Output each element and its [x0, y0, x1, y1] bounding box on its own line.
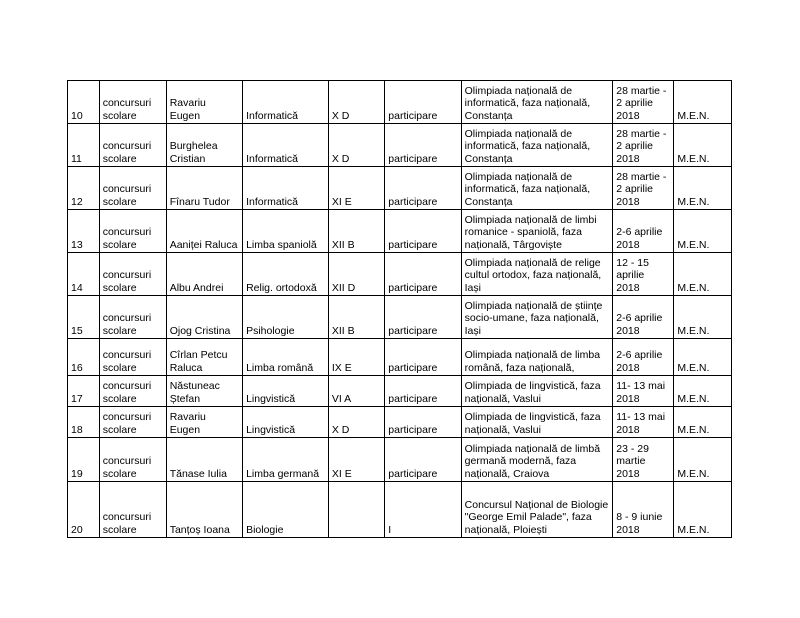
table-row [68, 407, 732, 438]
table-row [68, 376, 732, 407]
activity-type-cell: concursuri scolare [99, 339, 166, 376]
activity-type-cell: concursuri scolare [99, 124, 166, 167]
date-cell: 11- 13 mai 2018 [613, 376, 674, 407]
student-name-cell: Tănase Iulia [166, 438, 242, 482]
results-table-body [68, 81, 732, 538]
contest-cell: Olimpiada națională de informatică, faza națională, Constanța [461, 124, 613, 167]
table-row [68, 438, 732, 482]
class-cell: X D [328, 124, 384, 167]
table-row [68, 339, 732, 376]
class-cell: X D [328, 81, 384, 124]
student-name-cell: Aaniței Raluca [166, 210, 242, 253]
subject-cell: Lingvistică [243, 407, 329, 438]
organizer-cell: M.E.N. [674, 376, 732, 407]
organizer-cell: M.E.N. [674, 339, 732, 376]
organizer-cell: M.E.N. [674, 438, 732, 482]
student-name-cell: Ravariu Eugen [166, 81, 242, 124]
row-number-cell: 11 [68, 124, 100, 167]
student-name-cell: Ravariu Eugen [166, 407, 242, 438]
subject-cell: Biologie [243, 482, 329, 538]
student-name-cell: Albu Andrei [166, 253, 242, 296]
class-cell: XI E [328, 167, 384, 210]
activity-type-cell: concursuri scolare [99, 296, 166, 339]
row-number-cell: 13 [68, 210, 100, 253]
subject-cell: Relig. ortodoxă [243, 253, 329, 296]
student-name-cell: Burghelea Cristian [166, 124, 242, 167]
class-cell: IX E [328, 339, 384, 376]
organizer-cell: M.E.N. [674, 210, 732, 253]
table-row [68, 253, 732, 296]
organizer-cell: M.E.N. [674, 124, 732, 167]
result-cell: participare [385, 438, 461, 482]
date-cell: 2-6 aprilie 2018 [613, 210, 674, 253]
class-cell: XII D [328, 253, 384, 296]
row-number-cell: 15 [68, 296, 100, 339]
date-cell: 28 martie - 2 aprilie 2018 [613, 124, 674, 167]
result-cell: participare [385, 339, 461, 376]
activity-type-cell: concursuri scolare [99, 482, 166, 538]
subject-cell: Limba germană [243, 438, 329, 482]
table-row [68, 296, 732, 339]
subject-cell: Informatică [243, 124, 329, 167]
date-cell: 12 - 15 aprilie 2018 [613, 253, 674, 296]
results-table [67, 80, 732, 538]
date-cell: 2-6 aprilie 2018 [613, 339, 674, 376]
activity-type-cell: concursuri scolare [99, 253, 166, 296]
contest-cell: Concursul Național de Biologie "George Emil Palade", faza națională, Ploiești [461, 482, 613, 538]
organizer-cell: M.E.N. [674, 407, 732, 438]
organizer-cell: M.E.N. [674, 296, 732, 339]
date-cell: 23 - 29 martie 2018 [613, 438, 674, 482]
table-row [68, 482, 732, 538]
subject-cell: Informatică [243, 167, 329, 210]
student-name-cell: Fînaru Tudor [166, 167, 242, 210]
date-cell: 8 - 9 iunie 2018 [613, 482, 674, 538]
row-number-cell: 14 [68, 253, 100, 296]
result-cell: participare [385, 124, 461, 167]
class-cell: XII B [328, 296, 384, 339]
contest-cell: Olimpiada națională de informatică, faza națională, Constanța [461, 167, 613, 210]
result-cell: participare [385, 296, 461, 339]
result-cell: participare [385, 407, 461, 438]
class-cell: XII B [328, 210, 384, 253]
date-cell: 11- 13 mai 2018 [613, 407, 674, 438]
row-number-cell: 17 [68, 376, 100, 407]
activity-type-cell: concursuri scolare [99, 376, 166, 407]
row-number-cell: 10 [68, 81, 100, 124]
date-cell: 28 martie - 2 aprilie 2018 [613, 81, 674, 124]
date-cell: 28 martie - 2 aprilie 2018 [613, 167, 674, 210]
subject-cell: Informatică [243, 81, 329, 124]
table-row [68, 167, 732, 210]
activity-type-cell: concursuri scolare [99, 438, 166, 482]
row-number-cell: 20 [68, 482, 100, 538]
activity-type-cell: concursuri scolare [99, 167, 166, 210]
student-name-cell: Tanțoș Ioana [166, 482, 242, 538]
result-cell: participare [385, 253, 461, 296]
contest-cell: Olimpiada națională de limbi romanice - spaniolă, faza națională, Târgoviște [461, 210, 613, 253]
table-row [68, 124, 732, 167]
result-cell: participare [385, 81, 461, 124]
activity-type-cell: concursuri scolare [99, 81, 166, 124]
subject-cell: Lingvistică [243, 376, 329, 407]
class-cell [328, 482, 384, 538]
student-name-cell: Ojog Cristina [166, 296, 242, 339]
contest-cell: Olimpiada națională de științe socio-umane, faza națională, Iași [461, 296, 613, 339]
row-number-cell: 12 [68, 167, 100, 210]
activity-type-cell: concursuri scolare [99, 210, 166, 253]
row-number-cell: 18 [68, 407, 100, 438]
contest-cell: Olimpiada de lingvistică, faza națională, Vaslui [461, 376, 613, 407]
contest-cell: Olimpiada națională de limbă germană modernă, faza națională, Craiova [461, 438, 613, 482]
student-name-cell: Năstuneac Ștefan [166, 376, 242, 407]
result-cell: participare [385, 376, 461, 407]
table-row [68, 81, 732, 124]
class-cell: XI E [328, 438, 384, 482]
class-cell: VI A [328, 376, 384, 407]
subject-cell: Psihologie [243, 296, 329, 339]
organizer-cell: M.E.N. [674, 253, 732, 296]
student-name-cell: Cîrlan Petcu Raluca [166, 339, 242, 376]
contest-cell: Olimpiada de lingvistică, faza națională, Vaslui [461, 407, 613, 438]
result-cell: I [385, 482, 461, 538]
contest-cell: Olimpiada națională de limba română, faza națională, [461, 339, 613, 376]
organizer-cell: M.E.N. [674, 482, 732, 538]
contest-cell: Olimpiada națională de informatică, faza națională, Constanța [461, 81, 613, 124]
row-number-cell: 19 [68, 438, 100, 482]
contest-cell: Olimpiada națională de relige cultul ortodox, faza națională, Iași [461, 253, 613, 296]
subject-cell: Limba spaniolă [243, 210, 329, 253]
organizer-cell: M.E.N. [674, 81, 732, 124]
date-cell: 2-6 aprilie 2018 [613, 296, 674, 339]
activity-type-cell: concursuri scolare [99, 407, 166, 438]
result-cell: participare [385, 210, 461, 253]
table-row [68, 210, 732, 253]
row-number-cell: 16 [68, 339, 100, 376]
class-cell: X D [328, 407, 384, 438]
subject-cell: Limba română [243, 339, 329, 376]
organizer-cell: M.E.N. [674, 167, 732, 210]
result-cell: participare [385, 167, 461, 210]
